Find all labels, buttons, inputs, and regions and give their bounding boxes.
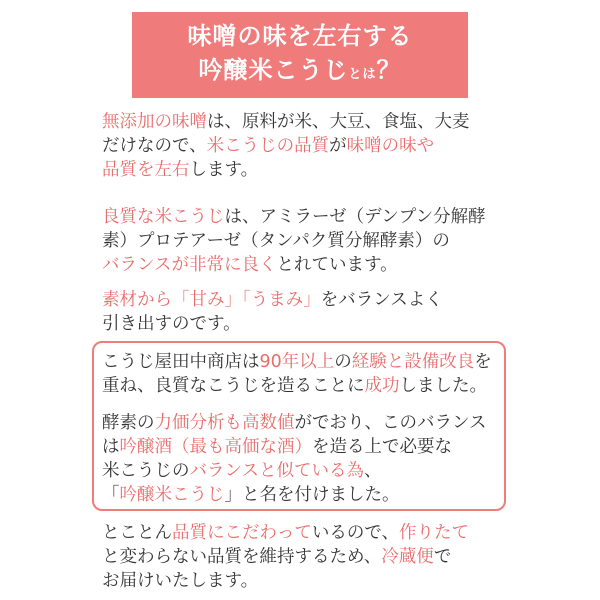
highlighted-text: 品質を左右 [102, 160, 190, 180]
highlighted-text: バランスと似ている為 [189, 461, 364, 481]
highlighted-text: 品質にこだわって [172, 523, 312, 543]
body-text: で [433, 547, 452, 567]
highlighted-text: 良質な米こうじ [102, 207, 225, 227]
highlighted-text: 経験と設備改良 [351, 352, 475, 372]
body-text: 引き出すのです。 [102, 314, 241, 334]
title-question-mark: ？ [376, 55, 402, 84]
paragraph-4-line-1 [102, 521, 469, 545]
paragraph-1-line-1 [102, 110, 470, 134]
highlighted-text: 吟醸酒（最も高価な酒） [119, 437, 312, 457]
paragraph-3-line-2 [102, 312, 241, 336]
body-text: とことん [102, 523, 172, 543]
box-line-5 [102, 459, 381, 483]
body-text: 米こうじの [102, 461, 190, 481]
body-text: が [329, 136, 347, 156]
body-text: いるので、 [311, 523, 399, 543]
highlighted-text: 米こうじの品質 [206, 136, 330, 156]
body-text: 」と名を付けました。 [224, 485, 400, 505]
highlighted-text: 無添加の味噌 [102, 112, 207, 132]
paragraph-1-line-3 [102, 158, 258, 182]
body-text: は、原料が米、大豆、食塩、大麦 [207, 112, 470, 132]
body-text: 「 [102, 485, 120, 505]
title-main: 吟醸米こうじ [198, 55, 349, 84]
highlighted-text: 90年以上 [259, 352, 335, 372]
body-text: お届けいたします。 [102, 571, 259, 591]
body-text: を造る上で必要な [312, 437, 452, 457]
company-info-box [92, 341, 506, 511]
body-text: だけなので、 [102, 136, 207, 156]
paragraph-4-line-3 [102, 569, 258, 593]
title-line-2 [198, 53, 401, 92]
title-small: とは [348, 66, 377, 82]
paragraph-4-line-2 [102, 545, 451, 569]
body-text: 重ね、良質なこうじを造ることに [102, 376, 365, 396]
highlighted-text: 作りたて [398, 523, 469, 543]
body-text: します。 [189, 160, 259, 180]
body-text: は、アミラーゼ（デンプン分解酵 [224, 207, 486, 227]
body-text: 、 [363, 461, 382, 481]
title-banner [132, 12, 468, 98]
highlighted-text: 吟醸米こうじ [119, 485, 225, 505]
box-line-6 [102, 483, 400, 507]
box-line-4 [102, 435, 452, 459]
body-text: をバランスよく [320, 290, 443, 310]
body-text: の [334, 352, 352, 372]
highlighted-text: 力価分析も高数値 [154, 413, 295, 433]
highlighted-text: 冷蔵便 [381, 547, 434, 567]
highlighted-text: 素材から「甘み」「うまみ」 [102, 290, 321, 310]
paragraph-3-line-1 [102, 288, 443, 312]
body-text: は [102, 437, 120, 457]
highlighted-text: 成功 [364, 376, 400, 396]
paragraph-1-line-2 [102, 134, 434, 158]
body-text: がでおり、このバランス [294, 413, 487, 433]
paragraph-2-line-3 [102, 253, 398, 277]
box-line-2 [102, 374, 487, 398]
box-line-3 [102, 411, 486, 435]
box-line-1 [102, 350, 492, 374]
body-text: とれています。 [276, 255, 398, 275]
paragraph-2-line-1 [102, 205, 486, 229]
body-text: こうじ屋田中商店は [102, 352, 260, 372]
highlighted-text: バランスが非常に良く [102, 255, 277, 275]
body-text: を [474, 352, 492, 372]
body-text: 素）プロテアーゼ（タンパク質分解酵素）の [102, 231, 450, 251]
highlighted-text: 味噌の味や [346, 136, 435, 156]
paragraph-2-line-2 [102, 229, 450, 253]
title-line-1: 味噌の味を左右する [187, 21, 413, 50]
body-text: しました。 [399, 376, 487, 396]
body-text: 酵素の [102, 413, 155, 433]
body-text: と変わらない品質を維持するため、 [102, 547, 382, 567]
